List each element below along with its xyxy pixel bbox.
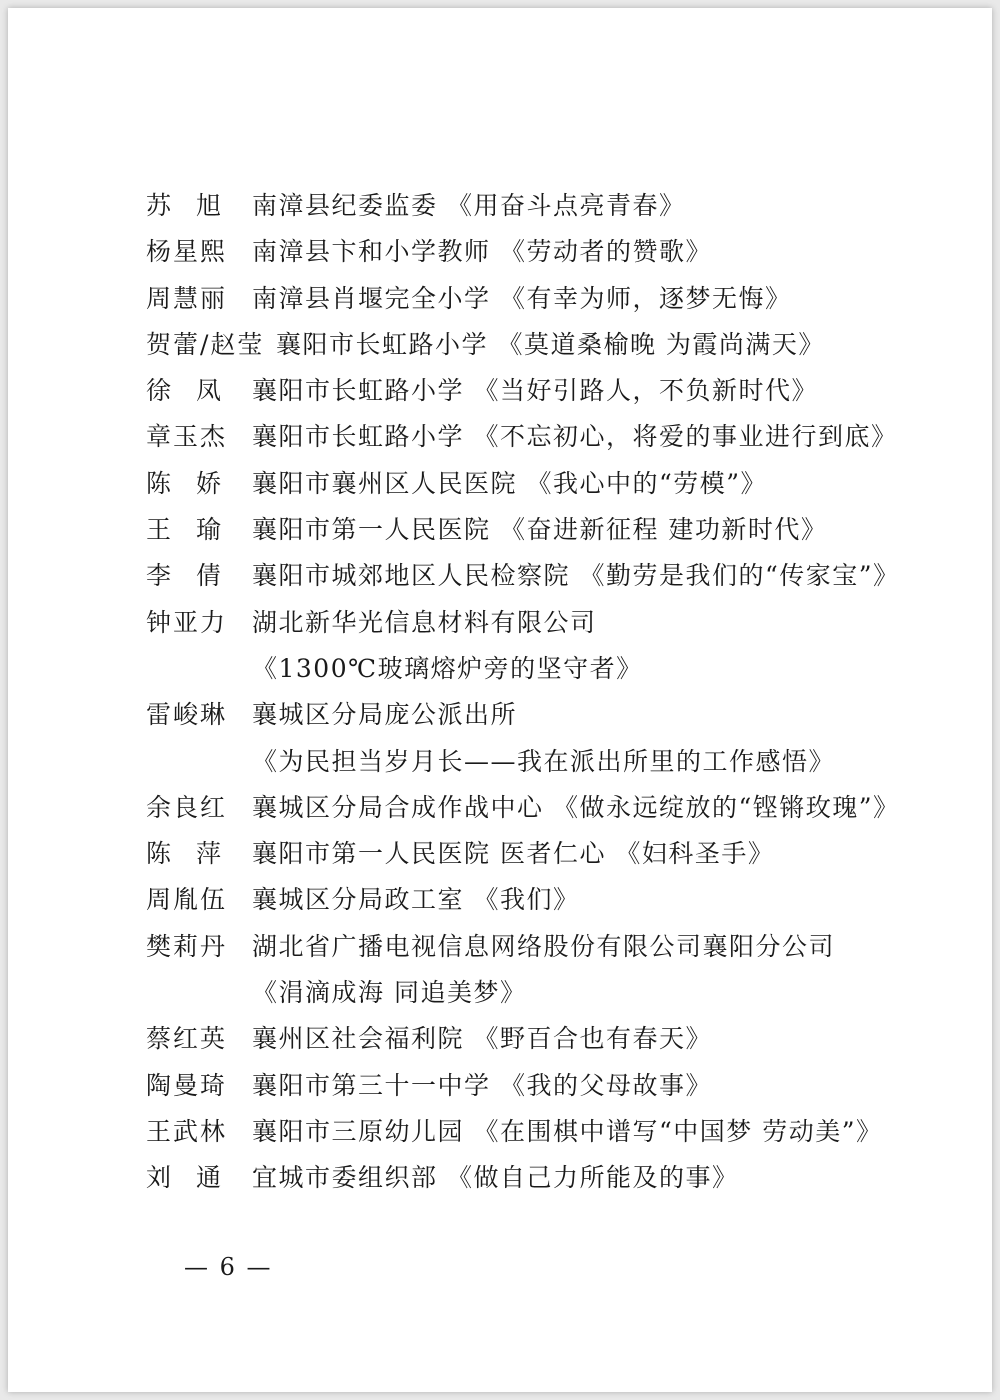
entry-title: 《妇科圣手》 <box>615 839 775 869</box>
document-page <box>8 8 992 1392</box>
entry-line <box>146 924 926 970</box>
entry-line <box>146 1109 926 1155</box>
entry-org-title <box>252 1016 712 1062</box>
entry-line <box>146 461 926 507</box>
entry-name: 周胤伍 <box>146 885 228 915</box>
entry-name: 蔡红英 <box>146 1024 228 1054</box>
entry-org: 襄阳市三原幼儿园 <box>252 1116 465 1146</box>
entry-org: 南漳县肖堰完全小学 <box>252 283 491 313</box>
entry-title: 《莫道桑榆晚 为霞尚满天》 <box>497 329 825 359</box>
entry-name: 杨星熙 <box>146 237 228 267</box>
entry-title: 《当好引路人，不负新时代》 <box>473 376 818 406</box>
entry-org: 湖北省广播电视信息网络股份有限公司襄阳分公司 <box>252 931 836 961</box>
entry-line <box>146 276 926 322</box>
award-entries-list <box>146 183 926 1202</box>
entry-org: 襄城区分局庞公派出所 <box>252 700 518 730</box>
entry-line <box>146 414 926 460</box>
entry-org-title <box>252 229 712 275</box>
entry-title: 《涓滴成海 同追美梦》 <box>252 978 527 1008</box>
page-number: — 6 — <box>184 1253 273 1281</box>
entry-name: 陈 娇 <box>146 468 222 498</box>
entry-line-continuation <box>146 970 926 1016</box>
entry-name: 贺蕾/赵莹 <box>146 329 265 359</box>
entry-line <box>146 183 926 229</box>
entry-org: 襄阳市长虹路小学 <box>252 376 465 406</box>
entry-line-continuation <box>146 646 926 692</box>
entry-org-title <box>252 1155 738 1201</box>
entry-org-title <box>252 877 579 923</box>
entry-name: 徐 凤 <box>146 376 222 406</box>
entry-title: 《做自己力所能及的事》 <box>446 1163 739 1193</box>
entry-title: 《野百合也有春天》 <box>473 1024 712 1054</box>
entry-org: 宜城市委组织部 <box>252 1163 438 1193</box>
entry-title: 《我心中的“劳模”》 <box>526 468 768 498</box>
entry-name: 李 倩 <box>146 561 222 591</box>
entry-org-title <box>252 1063 712 1109</box>
entry-name: 章玉杰 <box>146 422 228 452</box>
entry-title: 《为民担当岁月长——我在派出所里的工作感悟》 <box>252 746 836 776</box>
entry-line <box>146 553 926 599</box>
entry-name: 刘 通 <box>146 1163 222 1193</box>
entry-line <box>146 1063 926 1109</box>
entry-name: 王武林 <box>146 1116 228 1146</box>
entry-org-title <box>252 276 791 322</box>
entry-org-title <box>252 785 900 831</box>
entry-name: 陈 萍 <box>146 839 222 869</box>
entry-org: 襄城区分局政工室 <box>252 885 465 915</box>
entry-title: 《用奋斗点亮青春》 <box>446 191 686 220</box>
entry-title: 《有幸为师，逐梦无悔》 <box>499 283 792 313</box>
entry-line <box>146 368 926 414</box>
entry-title: 《劳动者的赞歌》 <box>499 237 712 267</box>
entry-name: 雷峻琳 <box>146 700 228 730</box>
entry-title: 《在围棋中谱写“中国梦 劳动美”》 <box>473 1116 883 1146</box>
entry-org-title <box>252 600 597 646</box>
entry-org: 襄城区分局合成作战中心 <box>252 792 544 822</box>
entry-org-title <box>252 414 897 460</box>
entry-org: 襄阳市襄州区人民医院 <box>252 468 518 498</box>
entry-line <box>146 1016 926 1062</box>
entry-line <box>146 1155 926 1201</box>
entry-org: 湖北新华光信息材料有限公司 <box>252 607 597 637</box>
entry-org: 襄阳市长虹路小学 <box>276 329 489 359</box>
entry-line-continuation <box>146 739 926 785</box>
entry-org: 襄阳市长虹路小学 <box>252 422 465 452</box>
entry-title: 《做永远绽放的“铿锵玫瑰”》 <box>552 792 900 822</box>
entry-org: 襄阳市城郊地区人民检察院 <box>252 561 571 591</box>
entry-line <box>146 877 926 923</box>
entry-name: 余良红 <box>146 792 228 822</box>
entry-title: 《我们》 <box>473 885 580 915</box>
entry-org-title <box>252 183 685 229</box>
entry-name: 钟亚力 <box>146 607 228 637</box>
entry-name: 苏 旭 <box>146 191 222 220</box>
entry-org-title <box>252 692 517 738</box>
entry-org-title <box>252 1109 882 1155</box>
entry-org-title <box>252 368 818 414</box>
entry-org: 襄阳市第三十一中学 <box>252 1070 491 1100</box>
entry-line <box>146 831 926 877</box>
entry-title: 《奋进新征程 建功新时代》 <box>499 515 828 545</box>
entry-name: 周慧丽 <box>146 283 228 313</box>
entry-title: 《勤劳是我们的“传家宝”》 <box>579 561 900 591</box>
entry-org-title <box>252 461 767 507</box>
entry-line <box>146 600 926 646</box>
entry-org-title <box>276 322 825 368</box>
entry-org-title <box>252 924 835 970</box>
entry-line <box>146 507 926 553</box>
entry-org: 襄阳市第一人民医院 <box>252 515 491 545</box>
entry-line <box>146 229 926 275</box>
entry-line <box>146 785 926 831</box>
entry-org: 南漳县卞和小学教师 <box>252 237 491 267</box>
entry-org: 襄州区社会福利院 <box>252 1024 465 1054</box>
entry-org-title <box>252 507 827 553</box>
entry-name: 王 瑜 <box>146 515 222 545</box>
entry-org-title <box>252 553 900 599</box>
entry-org: 襄阳市第一人民医院 医者仁心 <box>252 839 606 869</box>
entry-title: 《不忘初心，将爱的事业进行到底》 <box>473 422 898 452</box>
entry-line <box>146 322 926 368</box>
entry-name: 陶曼琦 <box>146 1070 228 1100</box>
entry-title: 《1300℃玻璃熔炉旁的坚守者》 <box>252 653 643 683</box>
entry-name: 樊莉丹 <box>146 931 228 961</box>
entry-title: 《我的父母故事》 <box>499 1070 712 1100</box>
entry-line <box>146 692 926 738</box>
entry-org: 南漳县纪委监委 <box>252 191 438 220</box>
entry-org-title <box>252 831 774 877</box>
